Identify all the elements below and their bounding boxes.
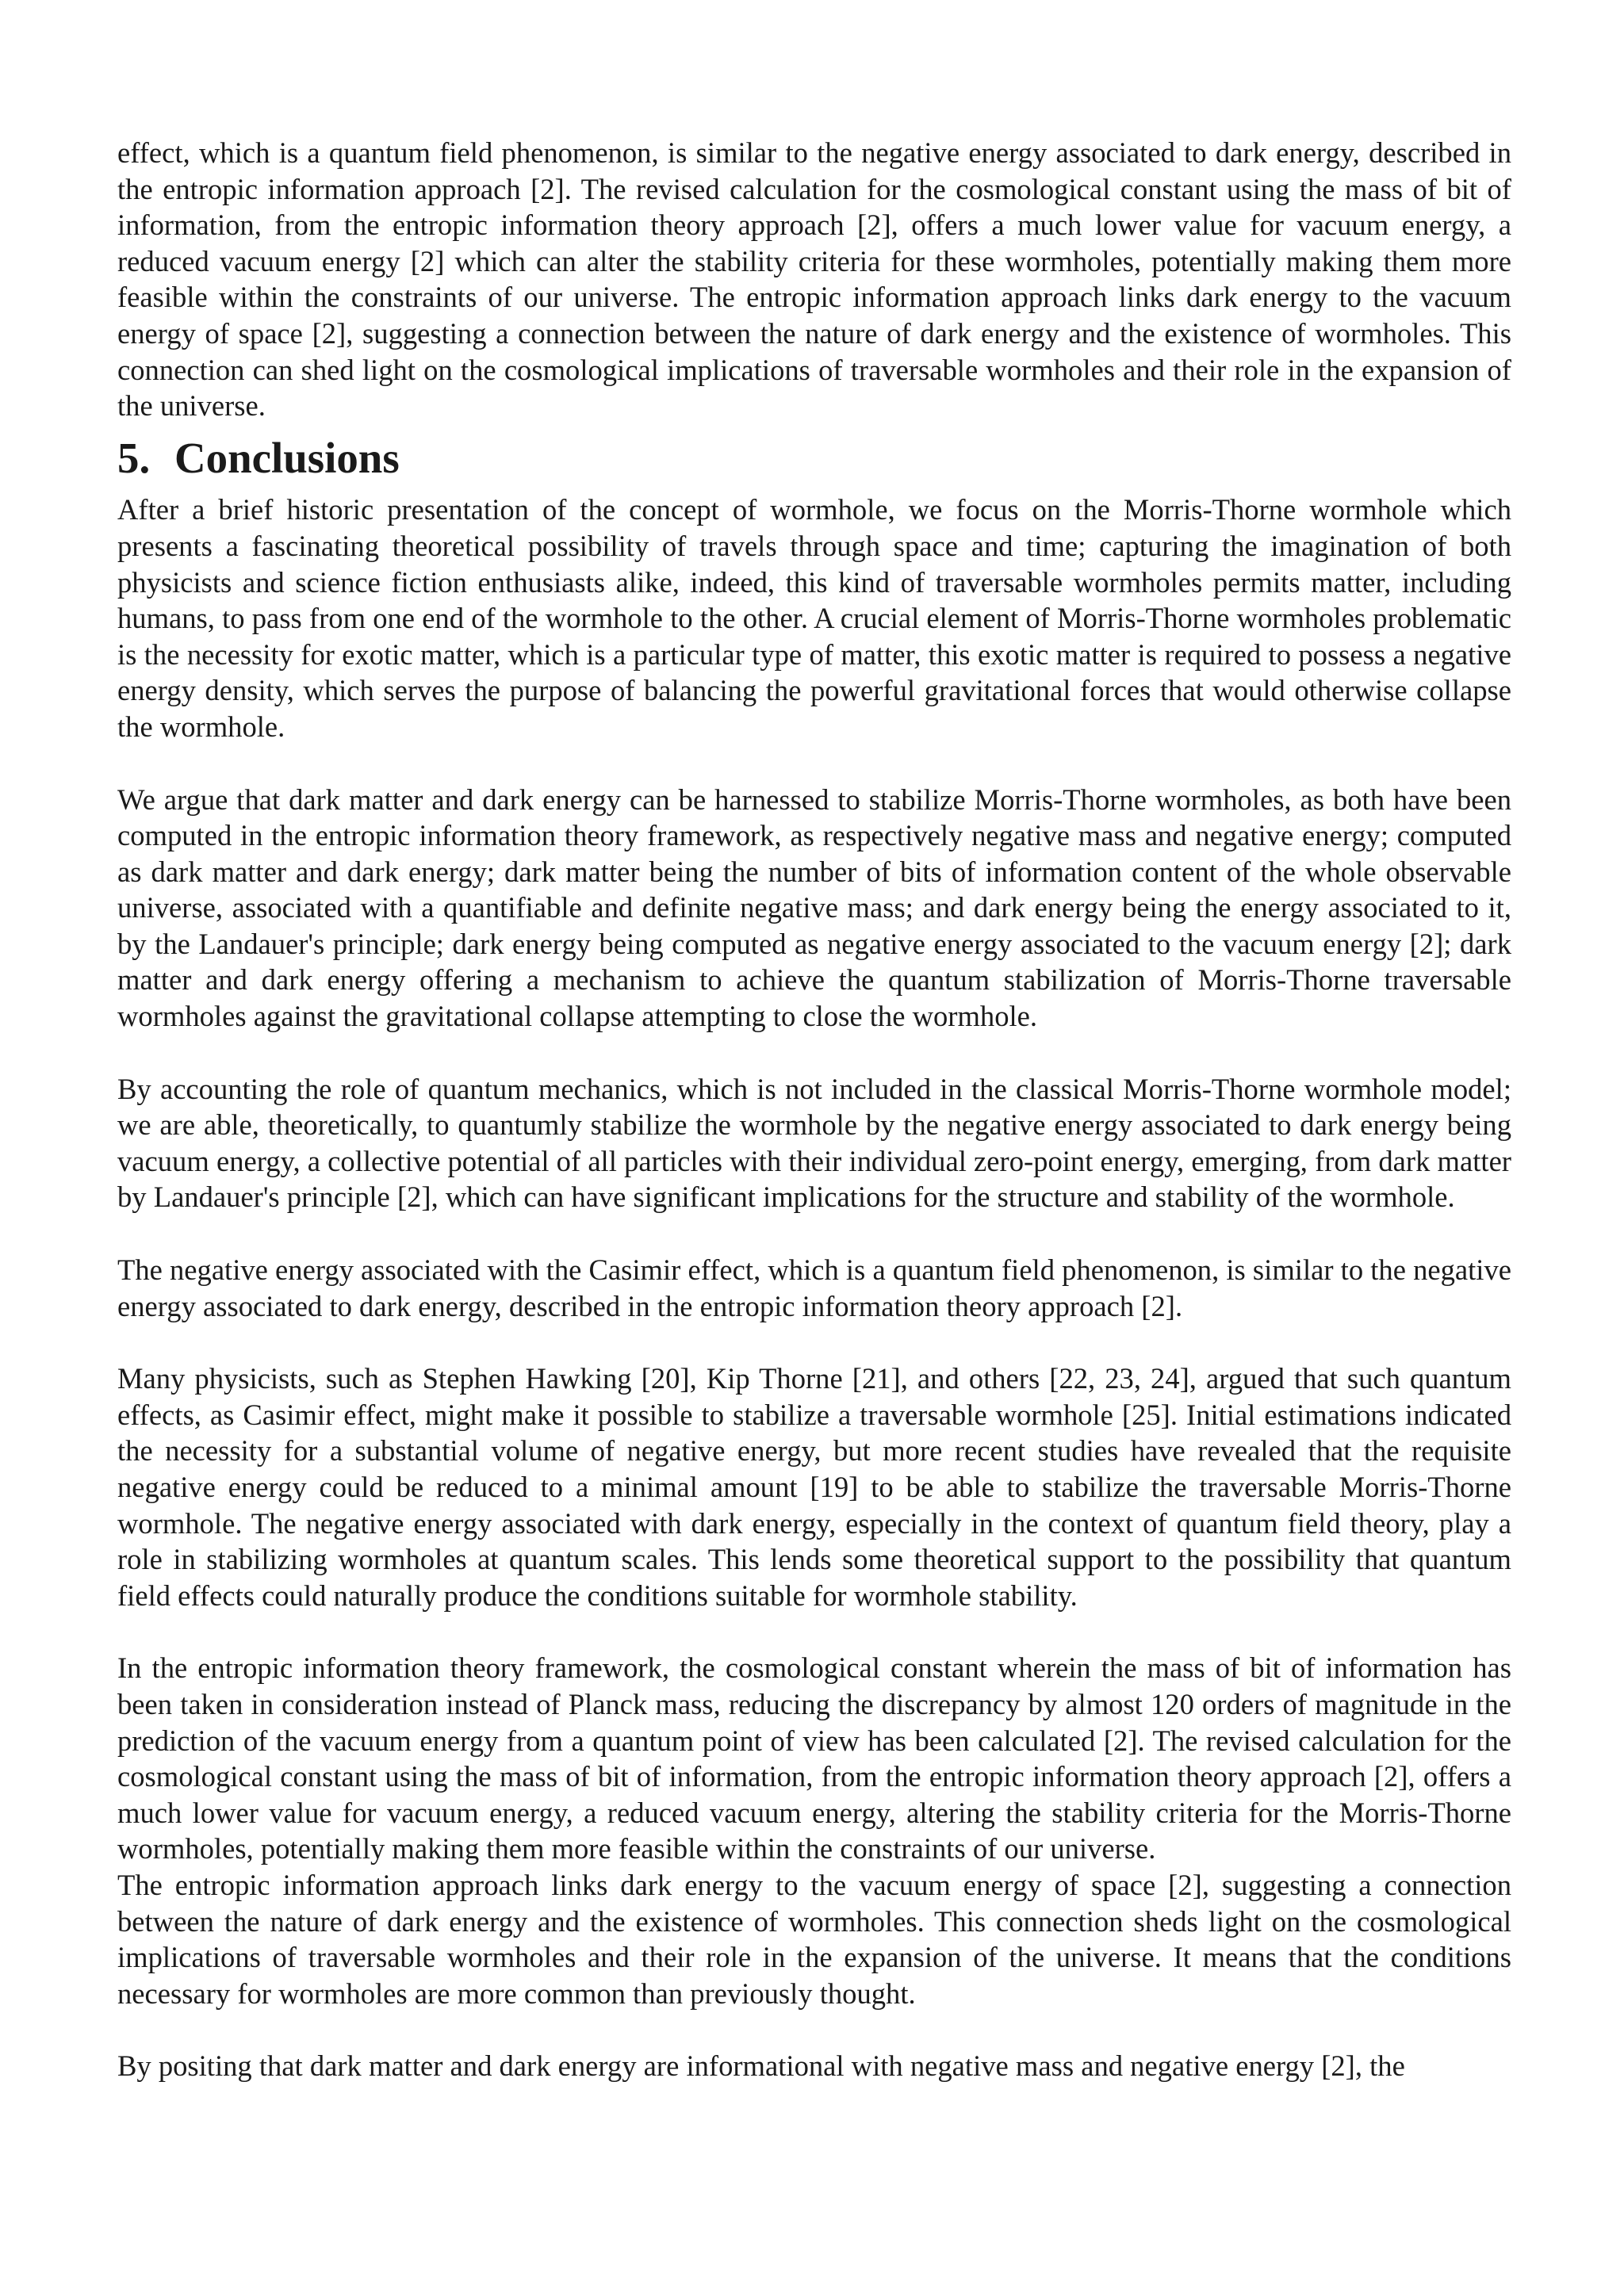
paragraph-physicists: Many physicists, such as Stephen Hawking [20], Kip Thorne [21], and others [22, 23, 24], argued that such quantum effects, as Casimir effect, might make it possible to stabilize a traversable wormhole [25]. Initial estimations indicated the necessity for a substantial volume of negative energy, but more recent studies have revealed that the requisite negative energy could be reduced to a minimal amount [19] to be able to stabilize the traversable Morris-Thorne wormhole. The negative energy associated with dark energy, especially in the context of quantum field theory, play a role in stabilizing wormholes at quantum scales. This lends some theoretical support to the possibility that quantum field effects could naturally produce the conditions suitable for wormhole stability. [117, 1362, 1511, 1612]
section-title: Conclusions [174, 433, 400, 482]
section-heading [117, 433, 1511, 482]
paragraph-quantum-mechanics: By accounting the role of quantum mechanics, which is not included in the classical Morris-Thorne wormhole model; we are able, theoretically, to quantumly stabilize the wormhole by the negative energy associated to dark energy being vacuum energy, a collective potential of all particles with their individual zero-point energy, emerging, from dark matter by Landauer's principle [2], which can have significant implications for the structure and stability of the wormhole. [117, 1072, 1511, 1214]
paragraph-dark-matter-argument: We argue that dark matter and dark energy can be harnessed to stabilize Morris-Thorne wormholes, as both have been computed in the entropic information theory framework, as respectively negative mass and negative energy; computed as dark matter and dark energy; dark matter being the number of bits of information content of the whole observable universe, associated with a quantifiable and definite negative mass; and dark energy being the energy associated to it, by the Landauer's principle; dark energy being computed as negative energy associated to the vacuum energy [2]; dark matter and dark energy offering a mechanism to achieve the quantum stabilization of Morris-Thorne traversable wormholes against the gravitational collapse attempting to close the wormhole. [117, 783, 1511, 1033]
section-number: 5. [117, 433, 151, 482]
paper-page [117, 135, 1511, 2084]
paragraph-intro: After a brief historic presentation of the concept of wormhole, we focus on the Morris-Thorne wormhole which presents a fascinating theoretical possibility of travels through space and time; capturing the imagination of both physicists and science fiction enthusiasts alike, indeed, this kind of traversable wormholes permits matter, including humans, to pass from one end of the wormhole to the other. A crucial element of Morris-Thorne wormholes problematic is the necessity for exotic matter, which is a particular type of matter, this exotic matter is required to possess a negative energy density, which serves the purpose of balancing the powerful gravitational forces that would otherwise collapse the wormhole. [117, 493, 1511, 743]
paragraph-vacuum-energy: The entropic information approach links dark energy to the vacuum energy of space [2], suggesting a connection between the nature of dark energy and the existence of wormholes. This connection sheds light on the cosmological implications of traversable wormholes and their role in the expansion of the universe. It means that the conditions necessary for wormholes are more common than previously thought. [117, 1868, 1511, 2010]
paragraph-continued: effect, which is a quantum field phenomenon, is similar to the negative energy associated to dark energy, described in the entropic information approach [2]. The revised calculation for the cosmological constant using the mass of bit of information, from the entropic information theory approach [2], offers a much lower value for vacuum energy, a reduced vacuum energy [2] which can alter the stability criteria for these wormholes, potentially making them more feasible within the constraints of our universe. The entropic information approach links dark energy to the vacuum energy of space [2], suggesting a connection between the nature of dark energy and the existence of wormholes. This connection can shed light on the cosmological implications of traversable wormholes and their role in the expansion of the universe. [117, 136, 1511, 423]
paragraph-casimir: The negative energy associated with the Casimir effect, which is a quantum field phenomenon, is similar to the negative energy associated to dark energy, described in the entropic information theory approach [2]. [117, 1253, 1511, 1322]
paragraph-positing: By positing that dark matter and dark energy are informational with negative mass and negative energy [2], the [117, 2049, 1405, 2083]
paragraph-cosmological-constant: In the entropic information theory framework, the cosmological constant wherein the mass of bit of information has been taken in consideration instead of Planck mass, reducing the discrepancy by almost 120 orders of magnitude in the prediction of the vacuum energy from a quantum point of view has been calculated [2]. The revised calculation for the cosmological constant using the mass of bit of information, from the entropic information theory approach [2], offers a much lower value for vacuum energy, a reduced vacuum energy, altering the stability criteria for the Morris-Thorne wormholes, potentially making them more feasible within the constraints of our universe. [117, 1651, 1511, 1866]
